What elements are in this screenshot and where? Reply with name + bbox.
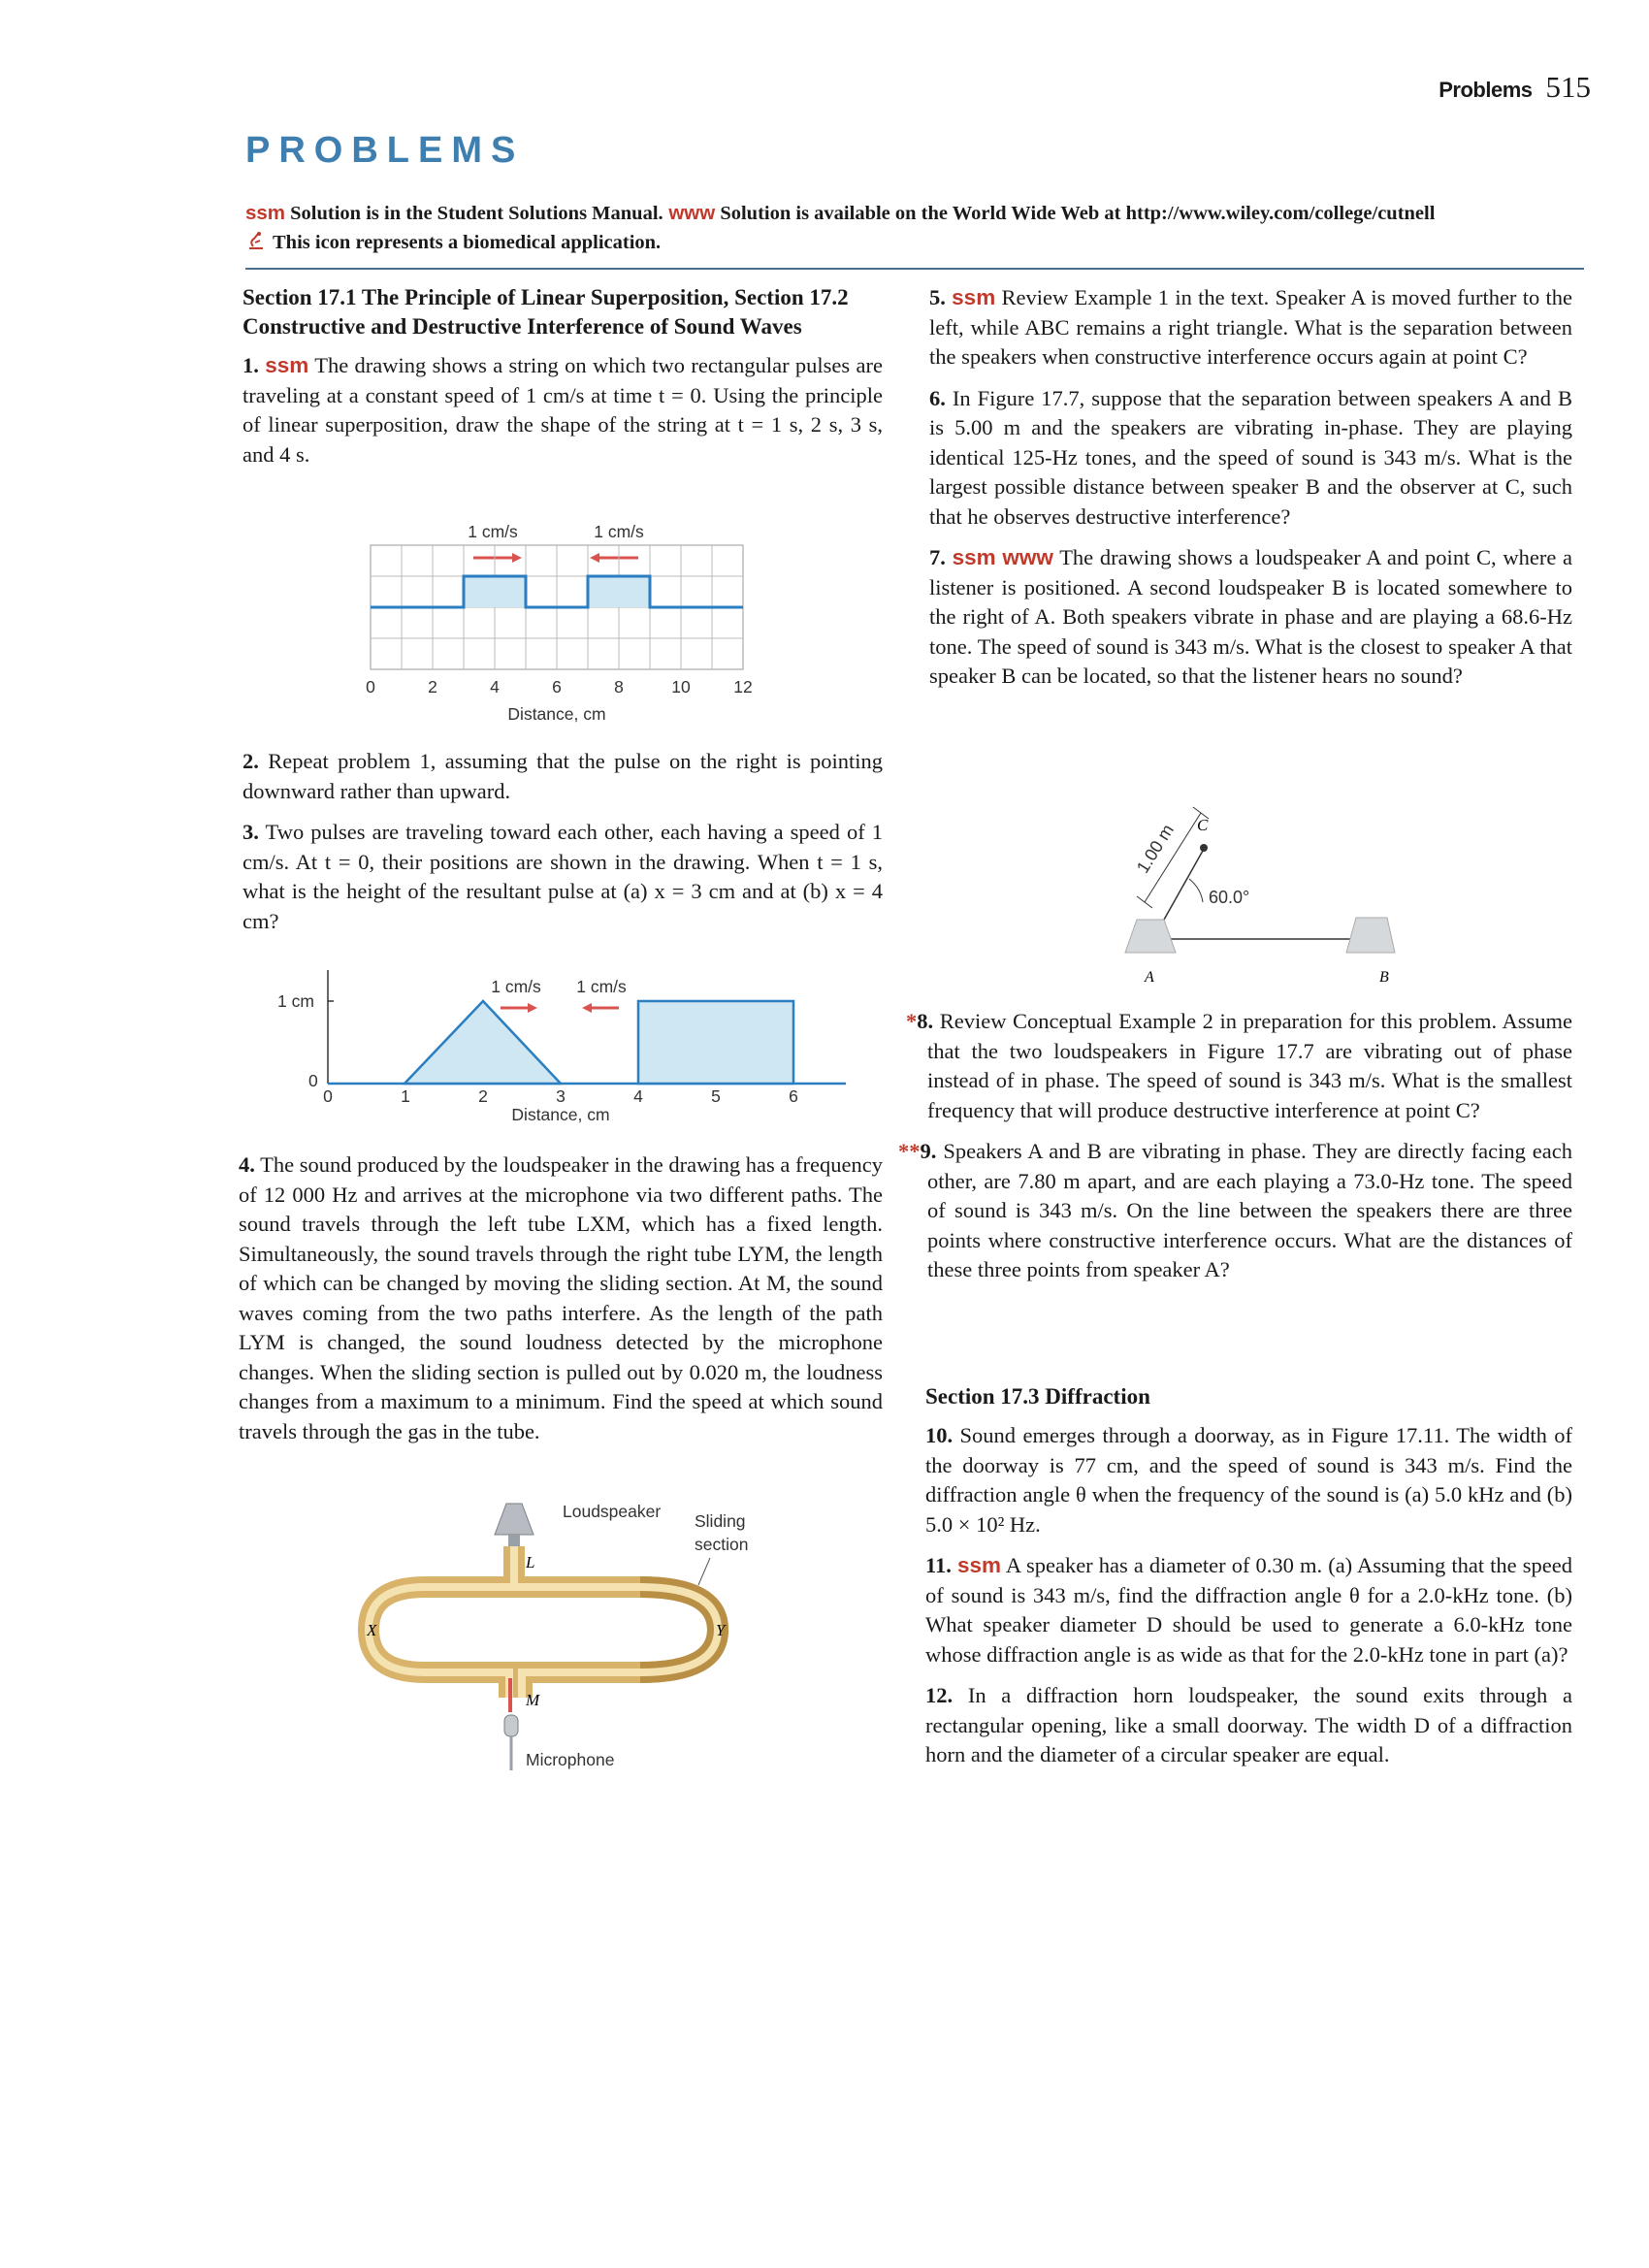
sliding-pointer — [698, 1558, 710, 1585]
problem-text: Speakers A and B are vibrating in phase. They are directly facing each other, are 7.80 m apart, and are each playing a 73.0-Hz tone. The speed of sound is 343 m/s. On the line between the speakers there are three points where constructive interference occurs. What are the distances of these three points from speaker A? — [927, 1139, 1572, 1281]
angle-label: 60.0° — [1209, 888, 1250, 907]
speed-label-right: 1 cm/s — [576, 977, 627, 996]
x-tick-label: 8 — [614, 677, 624, 697]
x-tick-label: 0 — [323, 1086, 333, 1106]
y-label-1cm: 1 cm — [277, 991, 314, 1011]
section-heading-17-1: Section 17.1 The Principle of Linear Superposition, Section 17.2 Constructive and Destructive Interference of Sound Waves — [242, 285, 849, 339]
x-axis-label: Distance, cm — [511, 1105, 610, 1124]
section-heading-17-3: Section 17.3 Diffraction — [925, 1384, 1150, 1409]
biomedical-icon — [245, 230, 267, 251]
problem-text: The sound produced by the loudspeaker in the drawing has a frequency of 12 000 Hz and arrives at the microphone via two different paths. The sound travels through the left tube LXM, which has a fixed length. Simultaneously, the sound travels through the right tube LYM, the length of which can be changed by moving the sliding section. At M, the sound waves coming from the two paths interfere. As the length of the path LYM is changed, the sound loudness detected by the microphone changes. When the sliding section is pulled out by 0.020 m, the loudness changes from a maximum to a minimum. Find the speed at which sound travels through the gas in the tube. — [239, 1152, 884, 1443]
problem-number: 12. — [925, 1683, 954, 1707]
x-tick-label: 1 — [401, 1086, 410, 1106]
problem-number: 8. — [917, 1009, 934, 1033]
problem-number: 3. — [242, 820, 259, 844]
speed-label-right: 1 cm/s — [594, 522, 644, 541]
speed-label-left: 1 cm/s — [491, 977, 541, 996]
x-tick-labels — [366, 677, 753, 697]
problem-text: In a diffraction horn loudspeaker, the sound exits through a rectangular opening, like a small doorway. The width D of a diffraction horn and the diameter of a circular speaker are equal. — [925, 1683, 1572, 1766]
problem-number: 1. — [242, 353, 259, 377]
problem-text: Review Conceptual Example 2 in preparation for this problem. Assume that the two loudspeakers in Figure 17.7 are vibrating out of phase instead of in phase. The speed of sound is 343 m/s. What is the smallest frequency that will produce destructive interference at point C? — [927, 1009, 1572, 1122]
problem-text: Review Example 1 in the text. Speaker A is moved further to the left, while ABC remains a right triangle. What is the separation between the speakers when constructive interference occurs again at point C? — [929, 285, 1572, 369]
label-Y: Y — [716, 1621, 726, 1639]
bio-legend-text: This icon represents a biomedical application. — [273, 232, 662, 253]
problem-number: 7. — [929, 545, 946, 569]
problem-5 — [929, 283, 1572, 373]
right-column — [929, 283, 1572, 703]
left-column-3 — [239, 1150, 883, 1458]
problem-text: Sound emerges through a doorway, as in Figure 17.11. The width of the doorway is 77 cm, and the speed of sound is 343 m/s. Find the diffraction angle θ when the frequency of the sound is (a) 5.0 kHz and (b) 5.0 × 10² Hz. — [925, 1423, 1572, 1537]
label-C: C — [1197, 816, 1209, 834]
left-column — [242, 283, 883, 481]
www-tag: www — [663, 202, 716, 224]
problem-text: A speaker has a diameter of 0.30 m. (a) Assuming that the speed of sound is 343 m/s, find the diffraction angle θ for a 2.0-kHz tone. (b) What speaker diameter D should be used to generate a 6.0-kHz tone whose diffraction angle is as wide as that for the 2.0-kHz tone in part (a)? — [925, 1553, 1572, 1667]
problem-1 — [242, 351, 883, 470]
right-column-3 — [925, 1382, 1572, 1782]
problem-number: 2. — [242, 749, 259, 773]
problem-7 — [929, 543, 1572, 692]
point-c — [1200, 844, 1208, 852]
speaker-a-icon — [1125, 920, 1176, 953]
right-column-2 — [898, 1007, 1572, 1297]
y-label-zero: 0 — [308, 1071, 318, 1090]
x-tick-label: 3 — [556, 1086, 566, 1106]
ssm-tag: ssm — [265, 353, 309, 377]
legend-line-1 — [245, 202, 1584, 225]
pulse-left-fill — [464, 576, 526, 607]
problem-10 — [925, 1421, 1572, 1539]
label-B: B — [1379, 969, 1389, 986]
page-number: 515 — [1545, 70, 1591, 104]
x-tick-labels — [323, 1086, 798, 1106]
problem-9 — [898, 1137, 1572, 1285]
label-X: X — [367, 1621, 377, 1639]
problem-4 — [239, 1150, 883, 1446]
ssm-tag: ssm — [952, 545, 996, 569]
problem-3 — [242, 818, 883, 936]
x-tick-label: 10 — [671, 677, 691, 697]
difficulty-stars: ** — [898, 1139, 921, 1163]
problem-number: 11. — [925, 1553, 952, 1577]
page-title: PROBLEMS — [245, 130, 525, 171]
problem-text: Two pulses are traveling toward each other, each having a speed of 1 cm/s. At t = 0, their positions are shown in the drawing. When t = 1 s, what is the height of the resultant pulse at (a) x = 3 cm and at (b) x = 4 cm? — [242, 820, 883, 933]
running-title: Problems — [1439, 78, 1533, 102]
sliding-label: Sliding — [695, 1511, 746, 1531]
x-tick-label: 6 — [552, 677, 562, 697]
loudspeaker-icon — [495, 1504, 534, 1546]
x-tick-label: 4 — [490, 677, 500, 697]
distance-label: 1.00 m — [1132, 821, 1178, 877]
x-tick-label: 2 — [428, 677, 437, 697]
left-column-2 — [242, 747, 883, 948]
legend-line-2 — [245, 230, 1584, 254]
section-label: section — [695, 1535, 749, 1554]
speed-label-left: 1 cm/s — [468, 522, 518, 541]
header-rule — [245, 268, 1584, 270]
problem-text: Repeat problem 1, assuming that the pulse on the right is pointing downward rather than upward. — [242, 749, 884, 803]
problem-text: The drawing shows a string on which two rectangular pulses are traveling at a constant speed of 1 cm/s at time t = 0. Using the principle of linear superposition, draw the shape of the string at t = 1 s, 2 s, 3 s, and 4 s. — [242, 353, 883, 467]
problem-text: In Figure 17.7, suppose that the separation between speakers A and B is 5.00 m and the speakers are vibrating in-phase. They are playing identical 125-Hz tones, and the speed of sound is 343 m/s. What is the largest possible distance between speaker B and the observer at C, such that he observes destructive interference? — [929, 385, 1573, 529]
label-L: L — [526, 1553, 535, 1571]
arrowhead-right — [528, 1003, 537, 1013]
problem-number: 10. — [925, 1423, 954, 1447]
ssm-tag: ssm — [245, 202, 286, 224]
problem-number: 5. — [929, 285, 946, 309]
arrowhead-right — [512, 553, 522, 563]
problem-text: The drawing shows a loudspeaker A and point C, where a listener is positioned. A second loudspeaker B is located somewhere to the right of A. Both speakers vibrate in phase and are playing a 68.6-Hz tone. The speed of sound is 343 m/s. What is the closest to speaker A that speaker B can be located, so that the listener hears no sound? — [929, 545, 1573, 688]
arrowhead-left — [590, 553, 599, 563]
x-tick-label: 12 — [733, 677, 753, 697]
tube — [369, 1546, 718, 1698]
running-header — [1416, 70, 1591, 105]
problem-number: 4. — [239, 1152, 255, 1177]
problem-number: 6. — [929, 385, 946, 410]
x-tick-label: 0 — [366, 677, 375, 697]
www-legend-text: Solution is available on the World Wide Web at http://www.wiley.com/college/cutnell — [715, 203, 1436, 224]
microphone-label: Microphone — [526, 1750, 615, 1769]
www-tag: www — [1002, 545, 1053, 569]
figure-rectangular-pulses — [349, 514, 776, 737]
problem-12 — [925, 1681, 1572, 1770]
loudspeaker-label: Loudspeaker — [563, 1502, 662, 1521]
difficulty-stars: * — [906, 1009, 918, 1033]
angle-arc — [1189, 879, 1203, 902]
rectangular-pulse — [638, 1001, 793, 1084]
ssm-tag: ssm — [952, 285, 996, 309]
arrowhead-left — [582, 1003, 592, 1013]
pulse-right-fill — [588, 576, 650, 607]
figure-tube-interferometer — [349, 1494, 776, 1795]
problem-8 — [906, 1007, 1572, 1125]
problem-6 — [929, 384, 1572, 533]
x-axis-label: Distance, cm — [507, 704, 606, 724]
ssm-tag: ssm — [956, 1553, 1002, 1577]
triangular-pulse — [404, 1001, 561, 1084]
x-tick-label: 2 — [478, 1086, 488, 1106]
figure-speakers-point-c — [1067, 795, 1455, 989]
microphone-icon — [504, 1715, 518, 1770]
label-A: A — [1145, 969, 1154, 986]
line-a-to-c — [1164, 851, 1203, 920]
problem-11 — [925, 1551, 1572, 1669]
ssm-legend-text: Solution is in the Student Solutions Manual. — [285, 203, 663, 224]
label-M: M — [526, 1691, 540, 1709]
x-tick-label: 6 — [789, 1086, 798, 1106]
problem-number: 9. — [920, 1139, 937, 1163]
figure-triangle-rectangle-pulses — [272, 960, 854, 1135]
dimension-tick — [1137, 896, 1152, 908]
problem-2 — [242, 747, 883, 806]
speaker-b-icon — [1346, 918, 1395, 953]
x-tick-label: 5 — [711, 1086, 721, 1106]
x-tick-label: 4 — [633, 1086, 643, 1106]
